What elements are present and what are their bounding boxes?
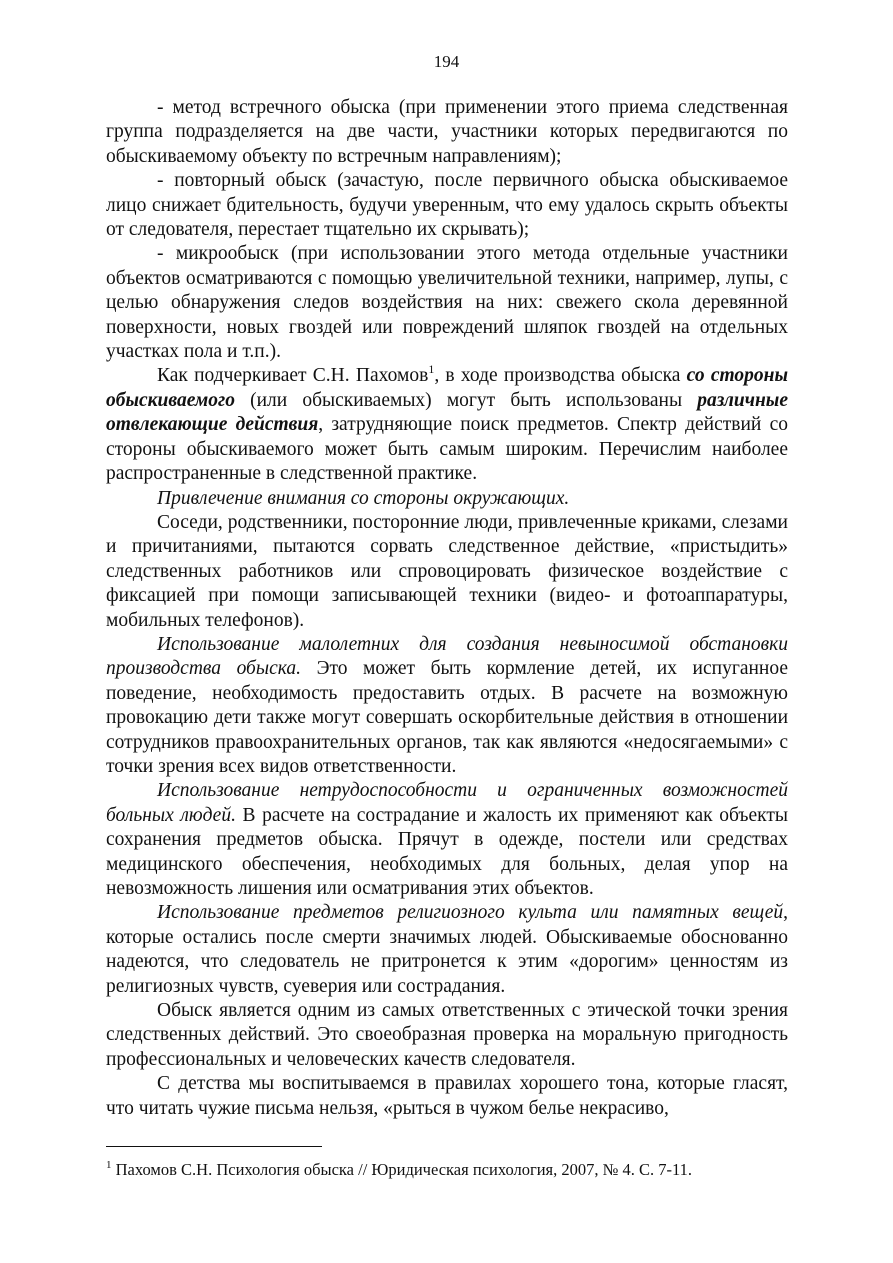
paragraph-neighbors: Соседи, родственники, посторонние люди, привлеченные криками, слезами и причитаниями, пытаются сорвать следственное действие, «пристыдить» следственных работников или спровоцировать физическое воздействие с фиксацией при помощи записывающей техники (видео- и фотоаппаратуры, мобильных телефонов). — [106, 511, 788, 631]
italic-lead: Использование малолетних для создания невыносимой обстановки производства обыска. — [106, 633, 788, 680]
paragraph-minors — [106, 633, 788, 779]
paragraph-counter-search: - метод встречного обыска (при применении этого приема следственная группа подразделяется на две части, участники которых передвигаются по обыскиваемому объекту по встречным направлениям); — [106, 97, 788, 167]
paragraph-text: , затрудняющие поиск предметов. Спектр действий со стороны обыскиваемого может быть самым широким. Перечислим наиболее распространенные в следственной практике. — [106, 414, 788, 485]
footnote-text: Пахомов С.Н. Психология обыска // Юридическая психология, 2007, № 4. С. 7-11. — [111, 1160, 693, 1179]
footnote — [106, 1160, 806, 1180]
paragraph-text: В расчете на сострадание и жалость их применяют как объекты сохранения предметов обыска. Прячут в одежде, постели или средствах медицинского обеспечения, необходимых для больных, делая упор на невозможность лишения или осматривания этих объектов. — [106, 804, 788, 899]
italic-lead: Использование предметов религиозного культа или памятных вещей — [157, 902, 784, 924]
paragraph-text: Как подчеркивает С.Н. Пахомов — [157, 365, 429, 387]
emphasis-text: со стороны обыскиваемого — [106, 365, 789, 411]
paragraph-ethics: Обыск является одним из самых ответственных с этической точки зрения следственных действий. Это своеобразная проверка на моральную пригодность профессиональных и человеческих качеств следователя. — [106, 1000, 788, 1070]
page-number: 194 — [433, 52, 460, 71]
paragraph-distracting-actions — [106, 364, 788, 486]
paragraph-micro-search: - микрообыск (при использовании этого метода отдельные участники объектов осматриваются с помощью увеличительной техники, например, лупы, с целью обнаружения следов воздействия на них: свежего скола деревянной поверхности, новых гвоздей или повреждений шляпок гвоздей на отдельных участках пола и т.п.). — [106, 243, 788, 363]
paragraph-text: , в ходе производства обыска — [434, 365, 687, 387]
paragraph-manners: С детства мы воспитываемся в правилах хорошего тона, которые гласят, что читать чужие письма нельзя, «рыться в чужом белье некрасиво, — [106, 1073, 788, 1119]
paragraph-religious-items — [106, 901, 788, 999]
paragraph-text: , которые остались после смерти значимых людей. Обыскиваемые обоснованно надеются, что следователь не притронется к этим «дорогим» ценностям из религиозных чувств, суеверия или сострадания. — [106, 902, 788, 997]
footnote-reference: 1 — [428, 362, 435, 377]
paragraph-repeat-search: - повторный обыск (зачастую, после первичного обыска обыскиваемое лицо снижает бдительность, будучи уверенным, что ему удалось скрыть объекты от следователя, перестает тщательно их скрывать); — [106, 170, 788, 241]
paragraph-disabled-persons — [106, 779, 788, 901]
footnote-marker: 1 — [106, 1159, 112, 1171]
paragraph-text: Это может быть кормление детей, их испуганное поведение, необходимость предоставить отдых. В расчете на возможную провокацию дети также могут совершать оскорбительные действия в отношении сотрудников правоохранительных органов, так как являются «недосягаемыми» с точки зрения всех видов ответственности. — [106, 658, 788, 777]
paragraph-text: (или обыскиваемых) могут быть использованы — [234, 389, 698, 411]
italic-lead: Использование нетрудоспособности и ограниченных возможностей больных людей. — [106, 780, 788, 826]
section-heading — [106, 487, 788, 511]
heading-text: Привлечение внимания со стороны окружающих. — [157, 487, 570, 509]
footnote-divider — [106, 1146, 322, 1147]
document-body — [106, 96, 788, 1121]
emphasis-text: различные отвлекающие действия — [106, 389, 788, 436]
